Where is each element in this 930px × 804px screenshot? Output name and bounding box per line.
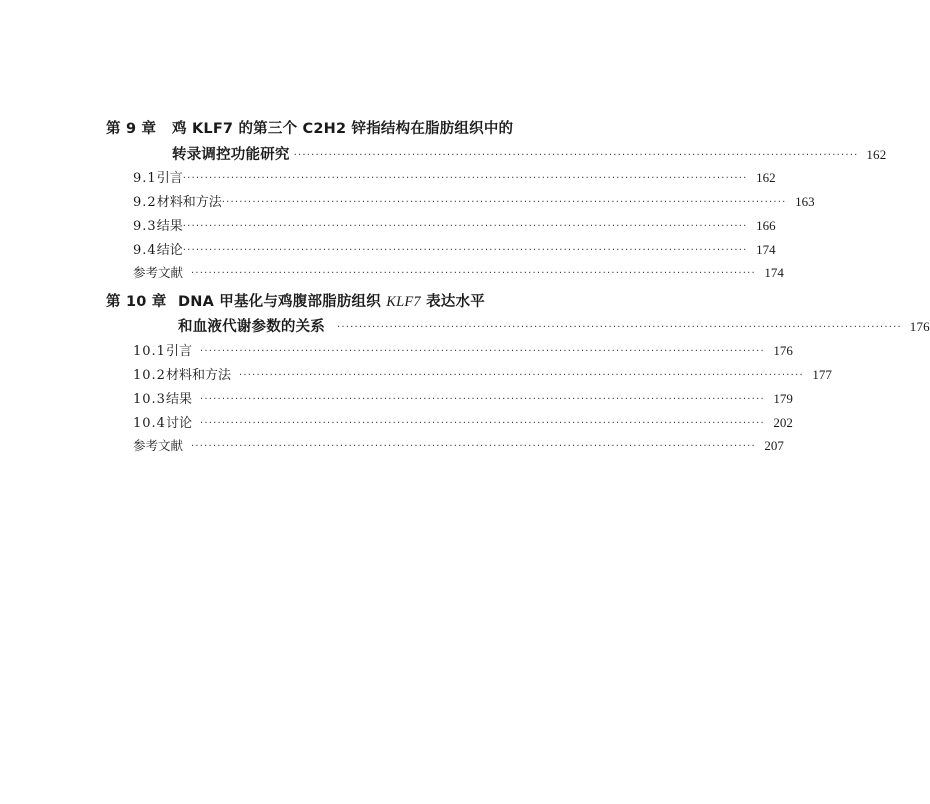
leader-dots: ································································································································· bbox=[199, 346, 765, 357]
section-number: 10.1 bbox=[133, 344, 166, 359]
section-title: 引言 bbox=[156, 171, 183, 186]
page-number: 174 bbox=[756, 242, 776, 257]
page-number: 202 bbox=[773, 415, 793, 430]
leader-dots: ································································································································· bbox=[221, 197, 787, 208]
references-title: 参考文献 bbox=[133, 438, 184, 453]
leader-dots: ································································································································· bbox=[191, 268, 756, 279]
toc-entry[interactable] bbox=[133, 388, 793, 407]
page-number: 174 bbox=[764, 265, 784, 280]
toc-entry[interactable] bbox=[133, 412, 793, 431]
toc-entry[interactable] bbox=[133, 215, 776, 234]
toc-references[interactable] bbox=[133, 263, 784, 281]
toc-entry[interactable] bbox=[133, 340, 793, 359]
leader-dots: ································································································································· bbox=[199, 394, 765, 405]
chapter-number: 第 9 章 bbox=[106, 121, 157, 137]
page-number: 177 bbox=[812, 367, 832, 382]
page-number: 162 bbox=[866, 147, 887, 162]
section-title: 材料和方法 bbox=[165, 368, 231, 383]
section-title: 材料和方法 bbox=[156, 195, 222, 210]
page-number: 163 bbox=[795, 194, 815, 209]
section-title: 引言 bbox=[165, 344, 192, 359]
chapter-title: 转录调控功能研究 bbox=[172, 147, 290, 163]
section-title: 结果 bbox=[156, 219, 183, 234]
toc-entry[interactable] bbox=[133, 167, 776, 186]
chapter-10-heading-cont[interactable] bbox=[178, 315, 930, 336]
page-number: 176 bbox=[909, 319, 930, 334]
section-title: 讨论 bbox=[165, 416, 192, 431]
chapter-10-heading[interactable] bbox=[106, 290, 485, 311]
section-number: 10.3 bbox=[133, 392, 166, 407]
chapter-number: 第 10 章 bbox=[106, 294, 167, 310]
chapter-9-heading-cont[interactable] bbox=[172, 143, 887, 164]
page-number: 179 bbox=[773, 391, 793, 406]
chapter-title: 鸡 KLF7 的第三个 C2H2 锌指结构在脂肪组织中的 bbox=[172, 121, 514, 137]
section-number: 9.3 bbox=[133, 219, 157, 234]
section-number: 10.2 bbox=[133, 368, 166, 383]
toc-entry[interactable] bbox=[133, 364, 832, 383]
chapter-9-heading[interactable] bbox=[106, 117, 513, 138]
page-number: 166 bbox=[756, 218, 776, 233]
section-number: 9.2 bbox=[133, 195, 157, 210]
section-title: 结果 bbox=[165, 392, 192, 407]
section-number: 9.1 bbox=[133, 171, 157, 186]
toc-references[interactable] bbox=[133, 436, 784, 454]
section-number: 10.4 bbox=[133, 416, 166, 431]
toc-entry[interactable] bbox=[133, 191, 815, 210]
chapter-title-part: 表达水平 bbox=[420, 294, 485, 310]
section-number: 9.4 bbox=[133, 243, 157, 258]
chapter-title bbox=[178, 290, 485, 311]
page-number: 176 bbox=[773, 343, 793, 358]
toc-entry[interactable] bbox=[133, 239, 776, 258]
gene-name: KLF7 bbox=[386, 294, 421, 310]
leader-dots: ································································································································· bbox=[182, 221, 748, 232]
leader-dots: ································································································································· bbox=[293, 150, 859, 161]
leader-dots: ································································································································· bbox=[182, 245, 748, 256]
leader-dots: ································································································································· bbox=[191, 441, 756, 452]
chapter-title: 和血液代谢参数的关系 bbox=[178, 319, 325, 335]
section-title: 结论 bbox=[156, 243, 183, 258]
leader-dots: ································································································································· bbox=[238, 370, 804, 381]
leader-dots: ································································································································· bbox=[337, 322, 902, 333]
chapter-title-part: DNA 甲基化与鸡腹部脂肪组织 bbox=[178, 294, 387, 310]
leader-dots: ································································································································· bbox=[199, 418, 765, 429]
page-number: 162 bbox=[756, 170, 776, 185]
references-title: 参考文献 bbox=[133, 265, 184, 280]
page-number: 207 bbox=[764, 438, 784, 453]
leader-dots: ································································································································· bbox=[182, 173, 748, 184]
